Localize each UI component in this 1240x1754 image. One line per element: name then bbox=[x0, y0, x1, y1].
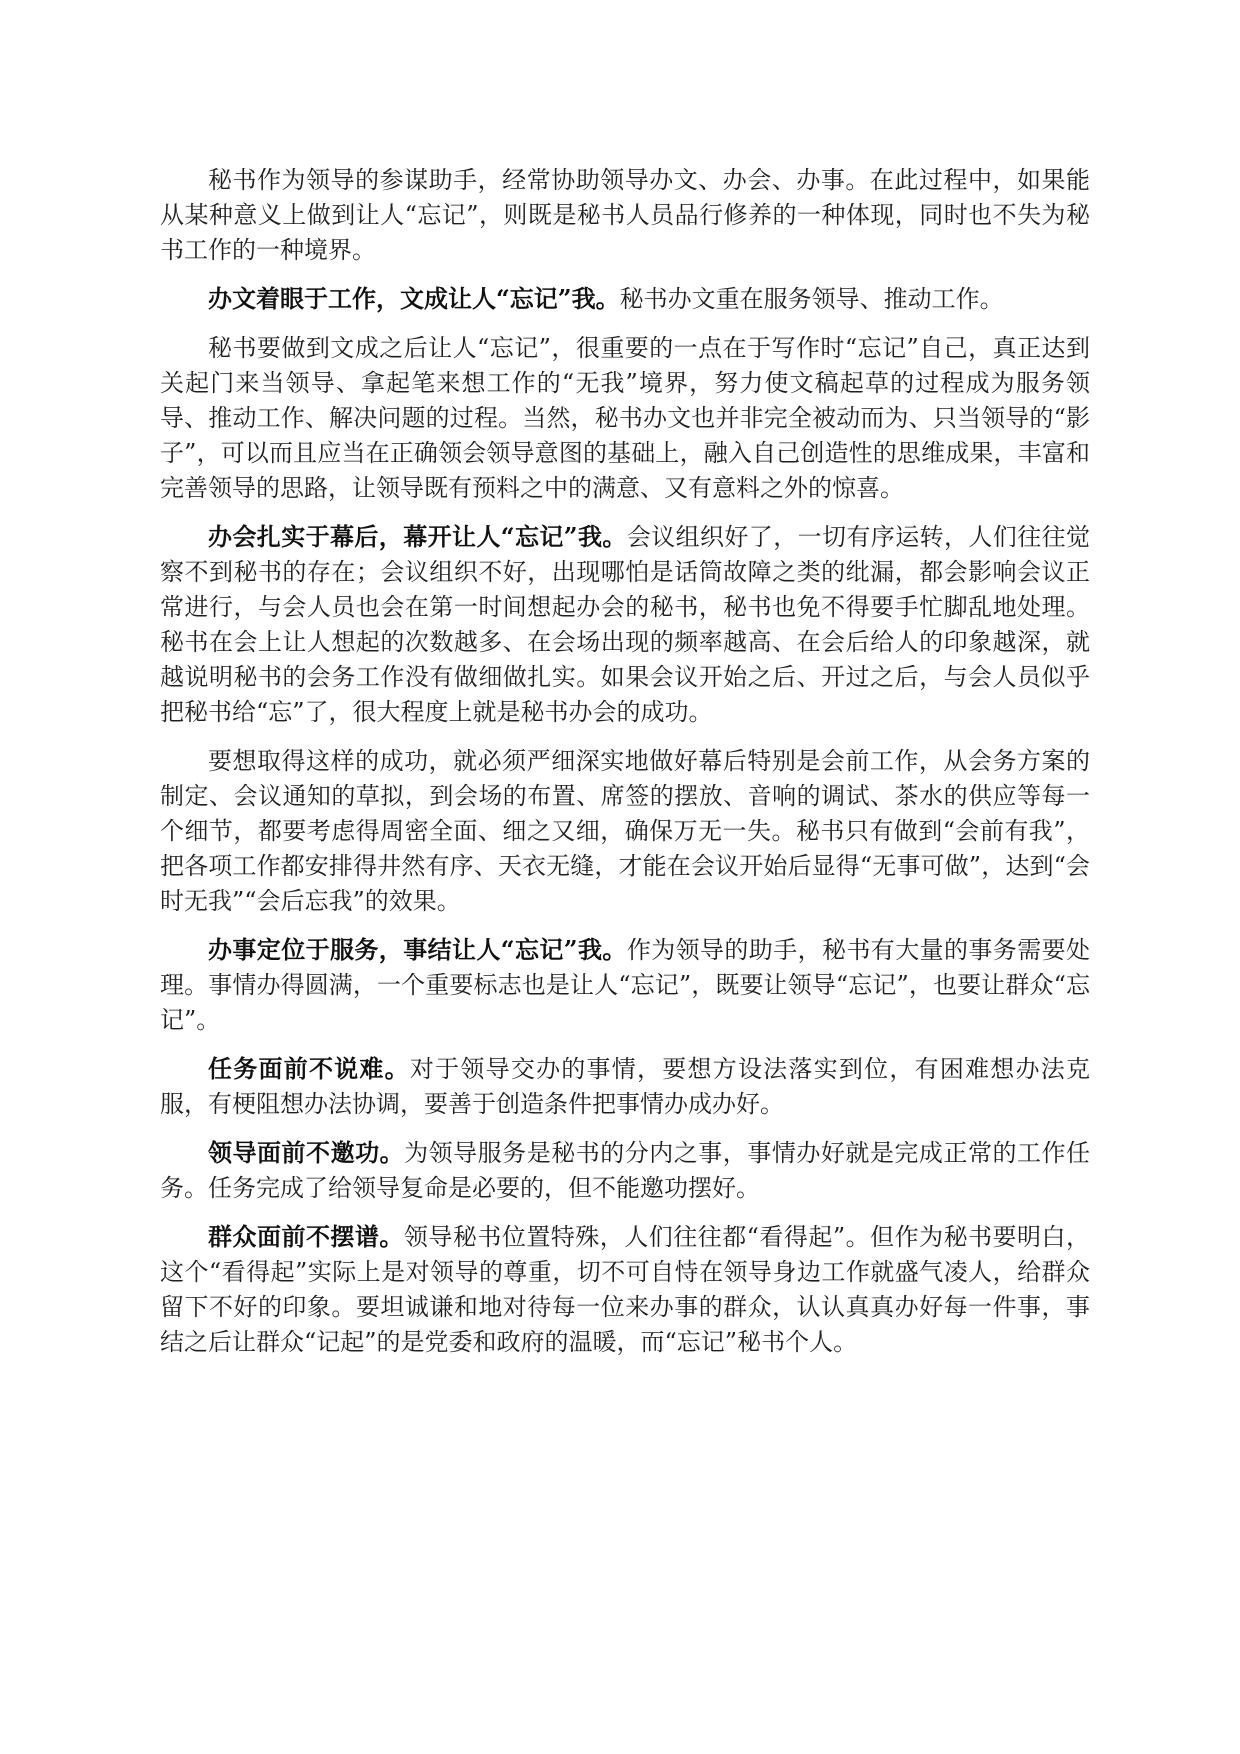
paragraph-text: 作为领导的助手，秘书有大量的事务需要处理。事情办得圆满，一个重要标志也是让人“忘记”，既要让领导“忘记”，也要让群众“忘记”。 bbox=[160, 936, 1091, 1034]
paragraph-lead: 办事定位于服务，事结让人“忘记”我。 bbox=[208, 935, 627, 964]
paragraph-document-detail bbox=[160, 330, 1090, 506]
paragraph-text: 会议组织好了，一切有序运转，人们往往觉察不到秘书的存在；会议组织不好，出现哪怕是话筒故障之类的纰漏，都会影响会议正常进行，与会人员也会在第一时间想起办会的秘书，秘书也免不得要手忙脚乱地处理。秘书在会上让人想起的次数越多、在会场出现的频率越高、在会后给人的印象越深，就越说明秘书的会务工作没有做细做扎实。如果会议开始之后、开过之后，与会人员似乎把秘书给“忘”了，很大程度上就是秘书办会的成功。 bbox=[160, 523, 1091, 726]
document-body bbox=[160, 162, 1090, 1373]
paragraph-text: 秘书要做到文成之后让人“忘记”，很重要的一点在于写作时“忘记”自己，真正达到关起门来当领导、拿起笔来想工作的“无我”境界，努力使文稿起草的过程成为服务领导、推动工作、解决问题的过程。当然，秘书办文也并非完全被动而为、只当领导的“影子”，可以而且应当在正确领会领导意图的基础上，融入自己创造性的思维成果，丰富和完善领导的思路，让领导既有预料之中的满意、又有意料之外的惊喜。 bbox=[160, 334, 1090, 502]
paragraph-text: 为领导服务是秘书的分内之事，事情办好就是完成正常的工作任务。任务完成了给领导复命是必要的，但不能邀功摆好。 bbox=[160, 1139, 1091, 1202]
paragraph-text: 领导秘书位置特殊，人们往往都“看得起”。但作为秘书要明白，这个“看得起”实际上是对领导的尊重，切不可自恃在领导身边工作就盛气凌人，给群众留下不好的印象。要坦诚谦和地对待每一位来办事的群众，认认真真办好每一件事，事结之后让群众“记起”的是党委和政府的温暖，而“忘记”秘书个人。 bbox=[160, 1223, 1091, 1356]
paragraph-lead: 群众面前不摆谱。 bbox=[208, 1222, 404, 1251]
paragraph-lead: 办文着眼于工作，文成让人“忘记”我。 bbox=[208, 284, 620, 313]
paragraph-lead: 任务面前不说难。 bbox=[208, 1054, 410, 1083]
paragraph-meeting-detail bbox=[160, 743, 1090, 919]
paragraph-text: 秘书作为领导的参谋助手，经常协助领导办文、办会、办事。在此过程中，如果能从某种意义上做到让人“忘记”，则既是秘书人员品行修养的一种体现，同时也不失为秘书工作的一种境界。 bbox=[160, 166, 1090, 264]
paragraph-leader bbox=[160, 1135, 1090, 1206]
paragraph-public bbox=[160, 1219, 1090, 1360]
paragraph-text: 秘书办文重在服务领导、推动工作。 bbox=[619, 285, 1004, 313]
paragraph-lead: 领导面前不邀功。 bbox=[208, 1138, 405, 1167]
paragraph-text: 对于领导交办的事情，要想方设法落实到位，有困难想办法克服，有梗阻想办法协调，要善于创造条件把事情办成办好。 bbox=[160, 1055, 1091, 1118]
paragraph-meeting-work bbox=[160, 519, 1090, 730]
paragraph-document-work bbox=[160, 281, 1090, 317]
paragraph-affairs-work bbox=[160, 932, 1090, 1038]
paragraph-text: 要想取得这样的成功，就必须严细深实地做好幕后特别是会前工作，从会务方案的制定、会议通知的草拟，到会场的布置、席签的摆放、音响的调试、茶水的供应等每一个细节，都要考虑得周密全面、细之又细，确保万无一失。秘书只有做到“会前有我”，把各项工作都安排得井然有序、天衣无缝，才能在会议开始后显得“无事可做”，达到“会时无我”“会后忘我”的效果。 bbox=[160, 747, 1090, 915]
paragraph-task bbox=[160, 1051, 1090, 1122]
paragraph-lead: 办会扎实于幕后，幕开让人“忘记”我。 bbox=[208, 522, 627, 551]
paragraph-intro bbox=[160, 162, 1090, 268]
